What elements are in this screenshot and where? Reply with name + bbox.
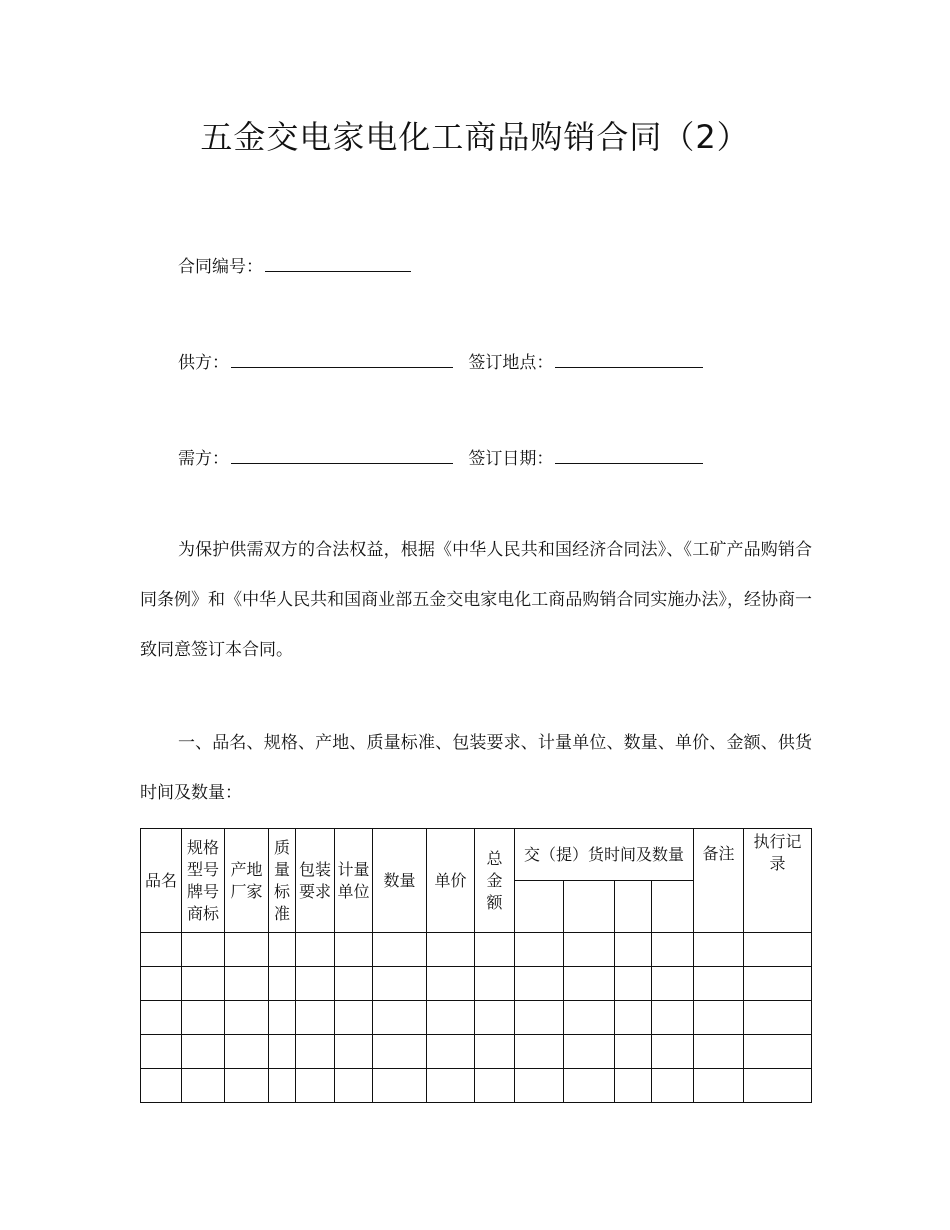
table-cell[interactable] (744, 967, 812, 1001)
table-cell[interactable] (615, 1035, 652, 1069)
table-cell[interactable] (615, 1001, 652, 1035)
header-price: 单价 (427, 829, 475, 933)
table-cell[interactable] (225, 933, 269, 967)
table-cell[interactable] (615, 933, 652, 967)
table-cell[interactable] (564, 1035, 615, 1069)
supplier-blank[interactable] (231, 353, 453, 368)
table-cell[interactable] (182, 933, 225, 967)
supplier-line (178, 348, 703, 373)
table-cell[interactable] (475, 967, 515, 1001)
table-cell[interactable] (225, 1001, 269, 1035)
table-cell[interactable] (269, 967, 296, 1001)
table-cell[interactable] (427, 933, 475, 967)
header-total: 总金额 (475, 829, 515, 933)
table-cell[interactable] (225, 1035, 269, 1069)
buyer-label: 需方： (178, 449, 229, 469)
table-cell[interactable] (335, 1035, 373, 1069)
table-cell[interactable] (269, 1035, 296, 1069)
section1-heading: 一、品名、规格、产地、质量标准、包装要求、计量单位、数量、单价、金额、供货时间及数量： (140, 733, 812, 803)
table-cell[interactable] (564, 1069, 615, 1103)
table-cell[interactable] (652, 1069, 694, 1103)
table-cell[interactable] (515, 1001, 564, 1035)
table-cell[interactable] (373, 1035, 427, 1069)
table-cell[interactable] (141, 1001, 182, 1035)
table-cell[interactable] (694, 1035, 744, 1069)
table-cell[interactable] (744, 1035, 812, 1069)
table-cell[interactable] (694, 1069, 744, 1103)
table-cell[interactable] (225, 1069, 269, 1103)
table-cell[interactable] (296, 967, 335, 1001)
table-cell[interactable] (475, 1035, 515, 1069)
table-cell[interactable] (373, 1001, 427, 1035)
table-cell[interactable] (564, 967, 615, 1001)
table-cell[interactable] (515, 1035, 564, 1069)
table-cell[interactable] (141, 933, 182, 967)
header-remark: 备注 (694, 829, 744, 933)
table-cell[interactable] (652, 933, 694, 967)
table-cell[interactable] (182, 967, 225, 1001)
contract-number-line (178, 252, 411, 277)
table-cell[interactable] (427, 967, 475, 1001)
header-name: 品名 (141, 829, 182, 933)
table-row (141, 967, 812, 1001)
buyer-blank[interactable] (231, 449, 453, 464)
table-cell[interactable] (615, 1069, 652, 1103)
table-cell[interactable] (427, 1035, 475, 1069)
table-cell[interactable] (744, 1069, 812, 1103)
table-row (141, 1001, 812, 1035)
contract-number-label: 合同编号： (178, 257, 263, 277)
sign-date-blank[interactable] (555, 449, 703, 464)
table-cell[interactable] (225, 967, 269, 1001)
table-cell[interactable] (694, 933, 744, 967)
table-cell[interactable] (269, 1069, 296, 1103)
table-cell[interactable] (615, 967, 652, 1001)
delivery-cell[interactable] (652, 881, 694, 933)
supplier-label: 供方： (178, 353, 229, 373)
table-row (141, 933, 812, 967)
table-row (141, 1069, 812, 1103)
table-cell[interactable] (515, 967, 564, 1001)
table-cell[interactable] (141, 1069, 182, 1103)
table-cell[interactable] (182, 1035, 225, 1069)
contract-number-blank[interactable] (265, 257, 411, 272)
header-origin: 产地厂家 (225, 829, 269, 933)
header-packing: 包装要求 (296, 829, 335, 933)
table-cell[interactable] (296, 1069, 335, 1103)
table-cell[interactable] (694, 1001, 744, 1035)
table-cell[interactable] (269, 933, 296, 967)
table-cell[interactable] (694, 967, 744, 1001)
table-cell[interactable] (652, 967, 694, 1001)
table-cell[interactable] (475, 933, 515, 967)
table-cell[interactable] (744, 933, 812, 967)
table-cell[interactable] (373, 933, 427, 967)
table-cell[interactable] (335, 1069, 373, 1103)
delivery-cell[interactable] (615, 881, 652, 933)
table-row (141, 1035, 812, 1069)
table-cell[interactable] (296, 933, 335, 967)
table-cell[interactable] (373, 967, 427, 1001)
sign-date-label: 签订日期： (468, 449, 554, 469)
table-cell[interactable] (141, 1035, 182, 1069)
header-quantity: 数量 (373, 829, 427, 933)
header-spec: 规格型号牌号商标 (182, 829, 225, 933)
table-cell[interactable] (744, 1001, 812, 1035)
intro-paragraph: 为保护供需双方的合法权益，根据《中华人民共和国经济合同法》、《工矿产品购销合同条例》和《中华人民共和国商业部五金交电家电化工商品购销合同实施办法》，经协商一致同意签订本合同。 (140, 540, 812, 660)
table-cell[interactable] (373, 1069, 427, 1103)
table-cell[interactable] (515, 933, 564, 967)
sign-place-label: 签订地点： (468, 353, 554, 373)
table-cell[interactable] (182, 1069, 225, 1103)
table-cell[interactable] (564, 933, 615, 967)
header-quality: 质量标准 (269, 829, 296, 933)
table-cell[interactable] (427, 1001, 475, 1035)
table-cell[interactable] (564, 1001, 615, 1035)
sign-place-blank[interactable] (555, 353, 703, 368)
header-delivery: 交（提）货时间及数量 (515, 829, 694, 881)
header-unit: 计量单位 (335, 829, 373, 933)
delivery-cell[interactable] (515, 881, 564, 933)
table-cell[interactable] (652, 1001, 694, 1035)
table-cell[interactable] (296, 1035, 335, 1069)
table-cell[interactable] (335, 933, 373, 967)
table-cell[interactable] (269, 1001, 296, 1035)
table-cell[interactable] (296, 1001, 335, 1035)
table-cell[interactable] (141, 967, 182, 1001)
table-cell[interactable] (427, 1069, 475, 1103)
table-cell[interactable] (335, 967, 373, 1001)
table-cell[interactable] (475, 1069, 515, 1103)
table-cell[interactable] (182, 1001, 225, 1035)
table-cell[interactable] (652, 1035, 694, 1069)
table-cell[interactable] (335, 1001, 373, 1035)
goods-table (140, 828, 812, 1103)
table-cell[interactable] (475, 1001, 515, 1035)
header-record: 执行记录 (744, 829, 812, 933)
buyer-line (178, 444, 703, 469)
delivery-cell[interactable] (564, 881, 615, 933)
document-title: 五金交电家电化工商品购销合同（2） (200, 118, 750, 156)
table-cell[interactable] (515, 1069, 564, 1103)
